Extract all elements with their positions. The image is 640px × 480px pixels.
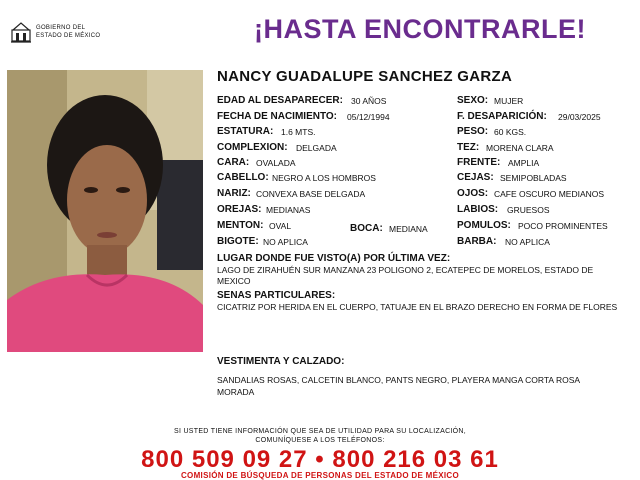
ojos-label: OJOS: [457, 188, 489, 199]
tez-value: MORENA CLARA [486, 143, 554, 153]
contact-note-line2: COMUNÍQUESE A LOS TELÉFONOS: [255, 437, 385, 444]
cara-label: CARA: [217, 157, 250, 168]
orejas-label: OREJAS: [217, 204, 262, 215]
sexo-value: MUJER [494, 96, 524, 106]
tez-label: TEZ: [457, 142, 480, 153]
edad-value: 30 AÑOS [351, 96, 387, 106]
cabello-label: CABELLO: [217, 172, 269, 183]
gov-line1: GOBIERNO DEL [36, 25, 86, 31]
phone-separator: • [315, 446, 325, 473]
frente-value: AMPLIA [508, 158, 540, 168]
boca-label: BOCA: [350, 223, 383, 234]
gov-line2: ESTADO DE MÉXICO [36, 33, 101, 39]
marks-value: CICATRIZ POR HERIDA EN EL CUERPO, TATUAJE EN EL BRAZO DERECHO EN FORMA DE FLORES [217, 302, 618, 312]
barba-value: NO APLICA [505, 237, 550, 247]
complexion-value: DELGADA [296, 143, 337, 153]
cejas-value: SEMIPOBLADAS [500, 173, 567, 183]
contact-note-line1: SI USTED TIENE INFORMACIÓN QUE SEA DE UTILIDAD PARA SU LOCALIZACIÓN, [173, 428, 467, 435]
person-name: NANCY GUADALUPE SANCHEZ GARZA [217, 68, 513, 85]
sexo-label: SEXO: [457, 95, 489, 106]
state-emblem-icon [10, 20, 32, 44]
ojos-value: CAFE OSCURO MEDIANOS [494, 189, 605, 199]
fdes-label: F. DESAPARICIÓN: [457, 111, 547, 122]
headline: ¡HASTA ENCONTRARLE! [254, 14, 586, 44]
cejas-label: CEJAS: [457, 172, 494, 183]
barba-label: BARBA: [457, 236, 497, 247]
bigote-value: NO APLICA [263, 237, 308, 247]
clothing-label: VESTIMENTA Y CALZADO: [217, 356, 345, 367]
edad-label: EDAD AL DESAPARECER: [217, 95, 343, 106]
orejas-value: MEDIANAS [266, 205, 311, 215]
peso-label: PESO: [457, 126, 489, 137]
commission-name: COMISIÓN DE BÚSQUEDA DE PERSONAS DEL ESTADO DE MÉXICO [180, 471, 459, 480]
phone-numbers [0, 446, 640, 474]
peso-value: 60 KGS. [494, 127, 527, 137]
phone-1[interactable]: 800 509 09 27 [141, 446, 308, 473]
pomulos-value: POCO PROMINENTES [518, 221, 608, 231]
government-logo [10, 20, 120, 46]
menton-value: OVAL [269, 221, 292, 231]
boca-value: MEDIANA [389, 224, 428, 234]
labios-label: LABIOS: [457, 204, 499, 215]
portrait-image [7, 70, 203, 352]
phone-2[interactable]: 800 216 03 61 [332, 446, 499, 473]
contact-note [120, 427, 520, 445]
last-seen-value: LAGO DE ZIRAHUÉN SUR MANZANA 23 POLIGONO 2, ECATEPEC DE MORELOS, ESTADO DE MEXICO [217, 265, 594, 286]
nariz-value: CONVEXA BASE DELGADA [256, 189, 366, 199]
marks-label: SENAS PARTICULARES: [217, 290, 336, 301]
last-seen-label: LUGAR DONDE FUE VISTO(A) POR ÚLTIMA VEZ: [217, 253, 451, 264]
missing-person-photo [7, 70, 203, 352]
cara-value: OVALADA [256, 158, 296, 168]
frente-label: FRENTE: [457, 157, 501, 168]
menton-label: MENTON: [217, 220, 264, 231]
cabello-value: NEGRO A LOS HOMBROS [272, 173, 376, 183]
labios-value: GRUESOS [507, 205, 550, 215]
fnac-label: FECHA DE NACIMIENTO: [217, 111, 337, 122]
pomulos-label: POMULOS: [457, 220, 511, 231]
bigote-label: BIGOTE: [217, 236, 259, 247]
estatura-value: 1.6 MTS. [281, 127, 316, 137]
estatura-label: ESTATURA: [217, 126, 274, 137]
fdes-value: 29/03/2025 [558, 112, 601, 122]
clothing-value: SANDALIAS ROSAS, CALCETIN BLANCO, PANTS NEGRO, PLAYERA MANGA CORTA ROSA MORADA [217, 375, 580, 397]
nariz-label: NARIZ: [217, 188, 251, 199]
complexion-label: COMPLEXION: [217, 142, 288, 153]
fnac-value: 05/12/1994 [347, 112, 390, 122]
